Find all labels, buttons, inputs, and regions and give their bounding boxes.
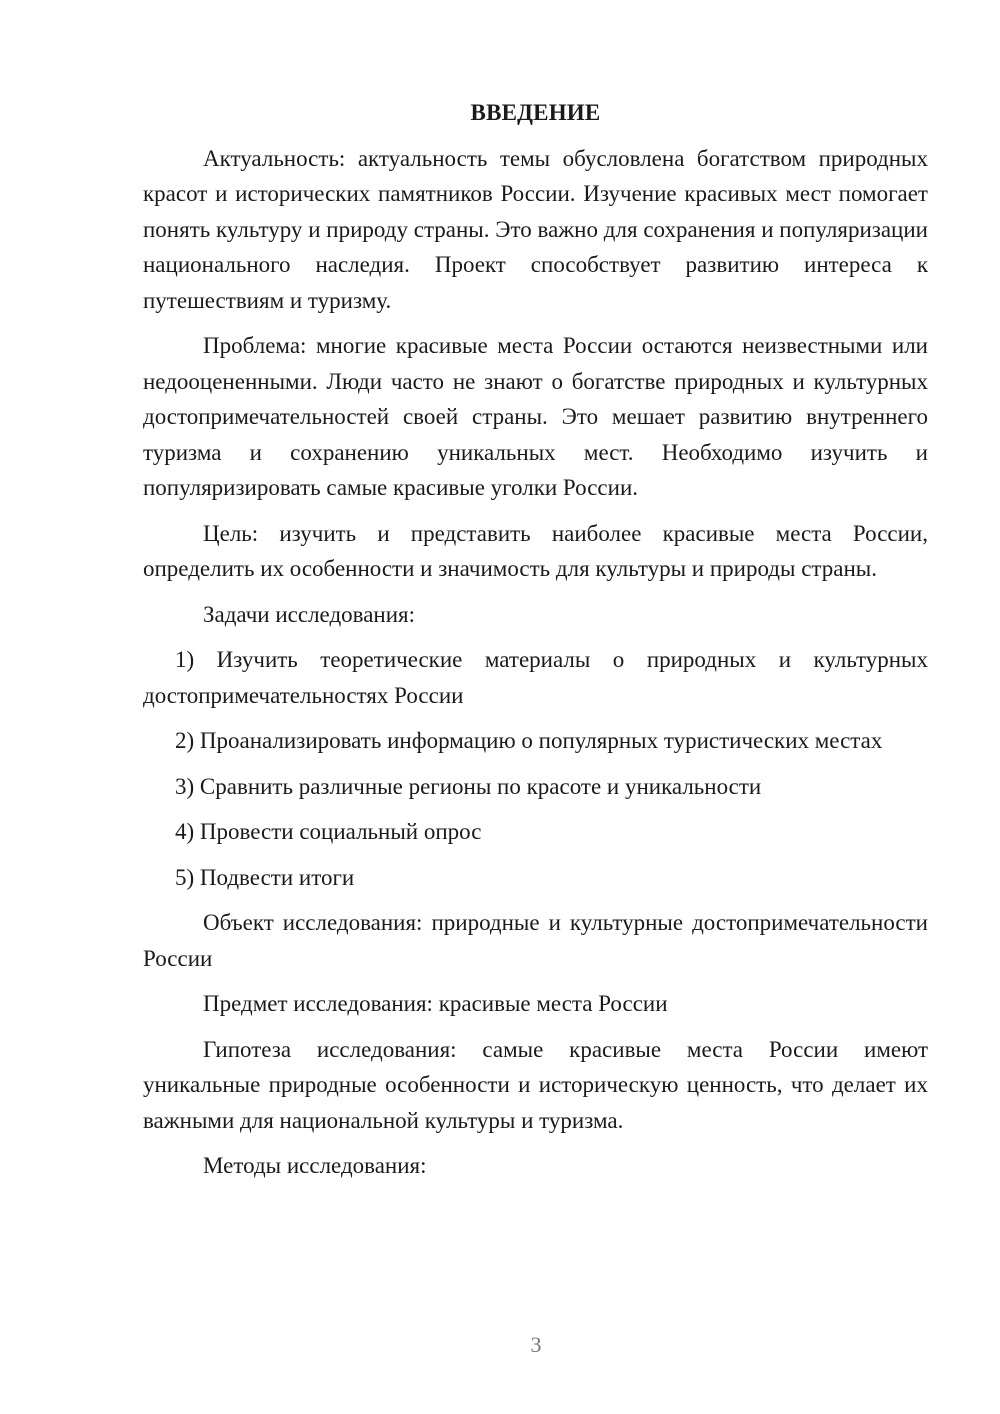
document-body bbox=[143, 95, 928, 1194]
object-text: природные и культурные достопримечательности России bbox=[143, 910, 928, 971]
subject-text: красивые места России bbox=[432, 991, 668, 1016]
methods-heading: Методы исследования: bbox=[203, 1153, 427, 1178]
hypothesis-paragraph bbox=[143, 1032, 928, 1139]
problem-paragraph bbox=[143, 328, 928, 506]
hypothesis-label: Гипотеза исследования: bbox=[203, 1036, 457, 1062]
problem-label: Проблема: bbox=[203, 333, 307, 358]
task-item: 1) Изучить теоретические материалы о природных и культурных достопримечательностях России bbox=[143, 647, 928, 708]
goal-label: Цель: bbox=[203, 520, 259, 546]
section-title: ВВЕДЕНИЕ bbox=[470, 100, 601, 125]
goal-text: изучить и представить наиболее красивые места России, определить их особенности и значимость для культуры и природы страны. bbox=[143, 520, 928, 581]
tasks-heading: Задачи исследования: bbox=[203, 601, 416, 627]
goal-paragraph bbox=[143, 516, 928, 587]
relevance-paragraph bbox=[143, 141, 928, 319]
subject-paragraph bbox=[143, 986, 928, 1022]
subject-label: Предмет исследования: bbox=[203, 991, 433, 1016]
object-paragraph bbox=[143, 905, 928, 976]
task-item: 2) Проанализировать информацию о популярных туристических местах bbox=[175, 728, 883, 753]
hypothesis-text: самые красивые места России имеют уникальные природные особенности и историческую ценность, что делает их важными для национальной культуры и туризма. bbox=[143, 1036, 929, 1133]
relevance-text: актуальность темы обусловлена богатством природных красот и исторических памятников России. Изучение красивых мест помогает понять культуру и природу страны. Это важно для сохранения и популяризации национального наследия. Проект способствует развитию интереса к путешествиям и туризму. bbox=[143, 145, 928, 313]
relevance-label: Актуальность: bbox=[203, 145, 346, 171]
object-label: Объект исследования: bbox=[203, 910, 423, 935]
problem-text: многие красивые места России остаются неизвестными или недооцененными. Люди часто не знают о богатстве природных и культурных достопримечательностей своей страны. Это мешает развитию внутреннего туризма и сохранению уникальных мест. Необходимо изучить и популяризировать самые красивые уголки России. bbox=[143, 333, 928, 500]
task-item: 3) Сравнить различные регионы по красоте и уникальности bbox=[175, 773, 762, 799]
page-number: 3 bbox=[530, 1332, 542, 1357]
task-item: 5) Подвести итоги bbox=[175, 864, 355, 890]
task-item: 4) Провести социальный опрос bbox=[175, 819, 482, 844]
